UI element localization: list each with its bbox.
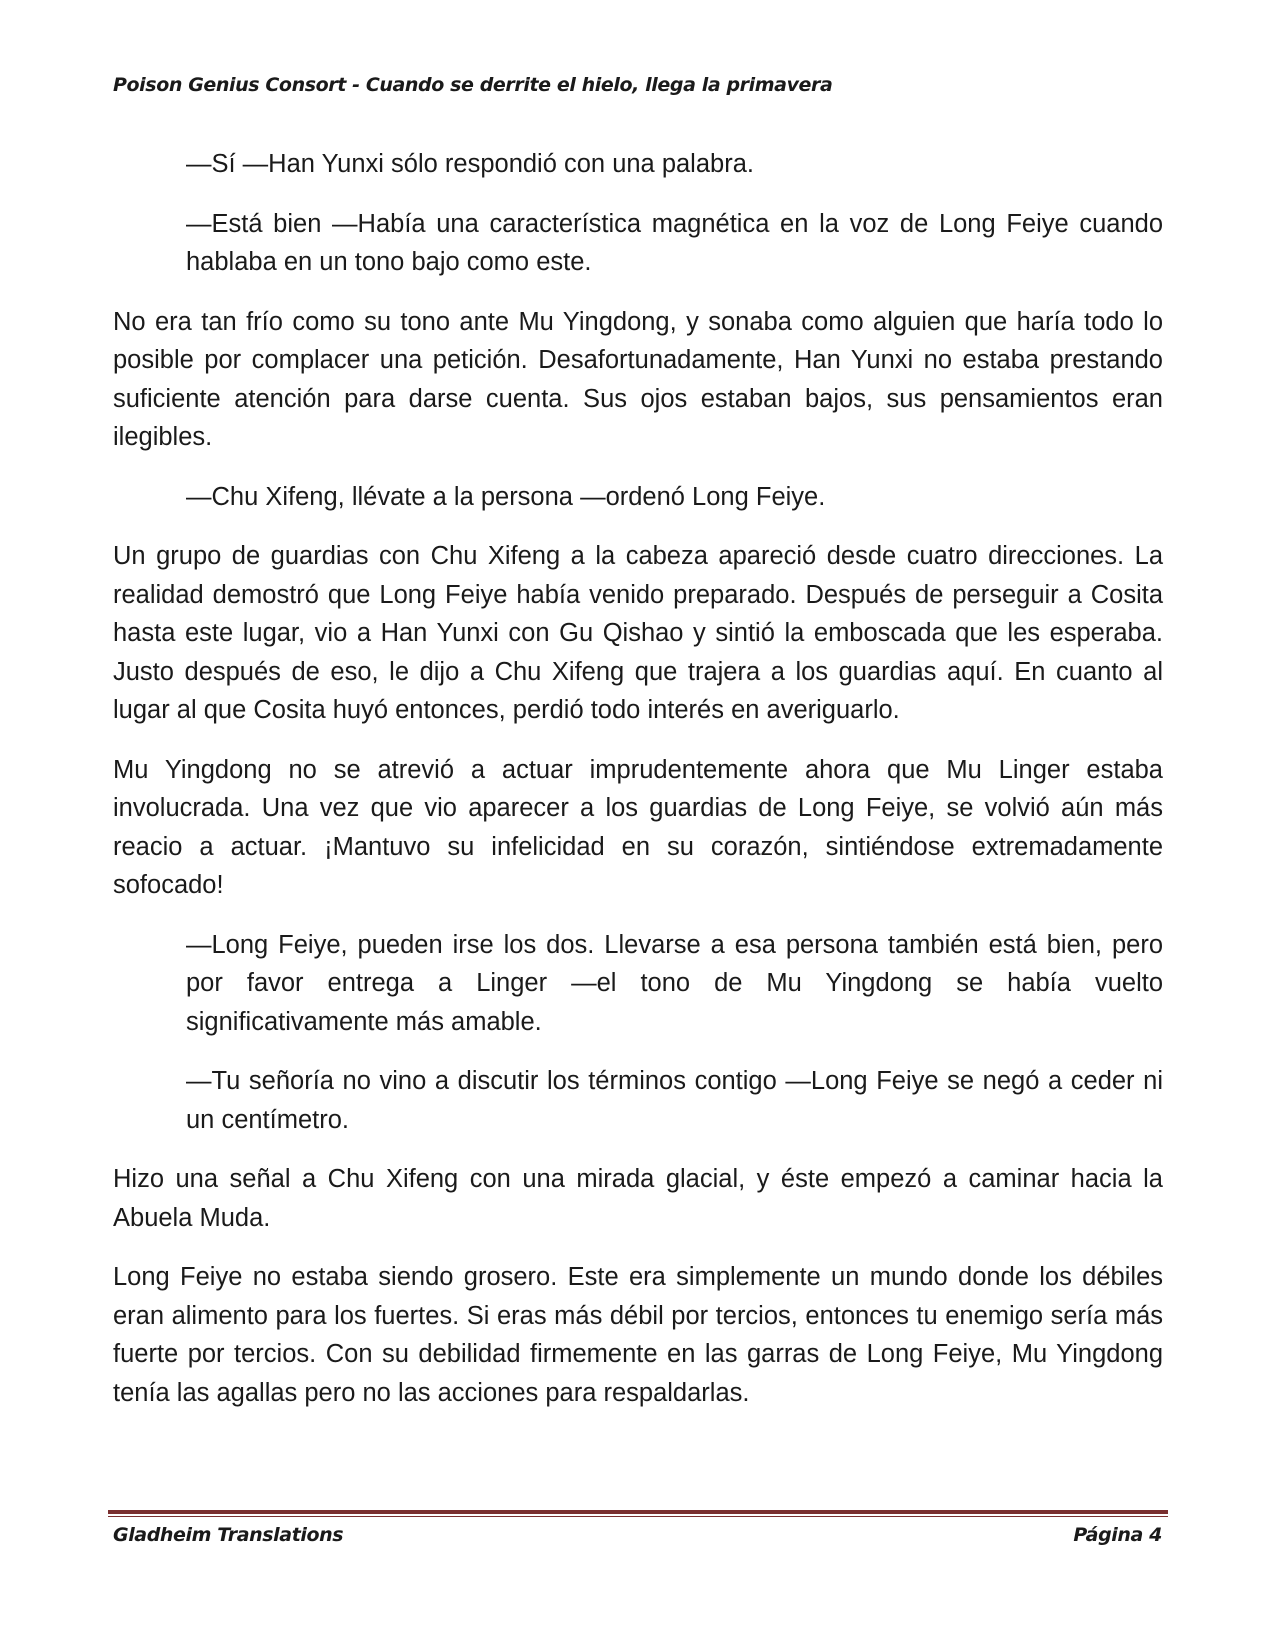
narrative-paragraph: Un grupo de guardias con Chu Xifeng a la cabeza apareció desde cuatro direcciones. La realidad demostró que Long Feiye había venido preparado. Después de perseguir a Cosita hasta este lugar, vio a Han Yunxi con Gu Qishao y sintió la emboscada que les esperaba. Justo después de eso, le dijo a Chu Xifeng que trajera a los guardias aquí. En cuanto al lugar al que Cosita huyó entonces, perdió todo interés en averiguarlo. xyxy=(113,542,1163,724)
page-header-title: Poison Genius Consort - Cuando se derrite el hielo, llega la primavera xyxy=(113,74,833,96)
dialogue-paragraph: —Está bien —Había una característica magnética en la voz de Long Feiye cuando hablaba en un tono bajo como este. xyxy=(186,209,1163,276)
document-body xyxy=(113,145,1163,1433)
narrative-paragraph: Hizo una señal a Chu Xifeng con una mirada glacial, y éste empezó a caminar hacia la Abuela Muda. xyxy=(113,1165,1163,1232)
narrative-paragraph: Mu Yingdong no se atrevió a actuar imprudentemente ahora que Mu Linger estaba involucrada. Una vez que vio aparecer a los guardias de Long Feiye, se volvió aún más reacio a actuar. ¡Mantuvo su infelicidad en su corazón, sintiéndose extremadamente sofocado! xyxy=(113,755,1163,899)
dialogue-paragraph: —Chu Xifeng, llévate a la persona —ordenó Long Feiye. xyxy=(186,482,826,511)
narrative-paragraph: Long Feiye no estaba siendo grosero. Este era simplemente un mundo donde los débiles eran alimento para los fuertes. Si eras más débil por tercios, entonces tu enemigo sería más fuerte por tercios. Con su debilidad firmemente en las garras de Long Feiye, Mu Yingdong tenía las agallas pero no las acciones para respaldarlas. xyxy=(113,1263,1163,1407)
footer-divider xyxy=(108,1510,1168,1517)
narrative-paragraph: No era tan frío como su tono ante Mu Yingdong, y sonaba como alguien que haría todo lo posible por complacer una petición. Desafortunadamente, Han Yunxi no estaba prestando suficiente atención para darse cuenta. Sus ojos estaban bajos, sus pensamientos eran ilegibles. xyxy=(113,307,1163,451)
footer-page-number: Página 4 xyxy=(1073,1524,1162,1546)
dialogue-paragraph: —Tu señoría no vino a discutir los términos contigo —Long Feiye se negó a ceder ni un centímetro. xyxy=(186,1067,1163,1134)
footer-translator-name: Gladheim Translations xyxy=(113,1524,344,1546)
footer-divider-thin xyxy=(108,1516,1168,1517)
dialogue-paragraph: —Long Feiye, pueden irse los dos. Llevarse a esa persona también está bien, pero por favor entrega a Linger —el tono de Mu Yingdong se había vuelto significativamente más amable. xyxy=(186,930,1163,1036)
footer-divider-thick xyxy=(108,1510,1168,1514)
dialogue-paragraph: —Sí —Han Yunxi sólo respondió con una palabra. xyxy=(186,150,754,178)
